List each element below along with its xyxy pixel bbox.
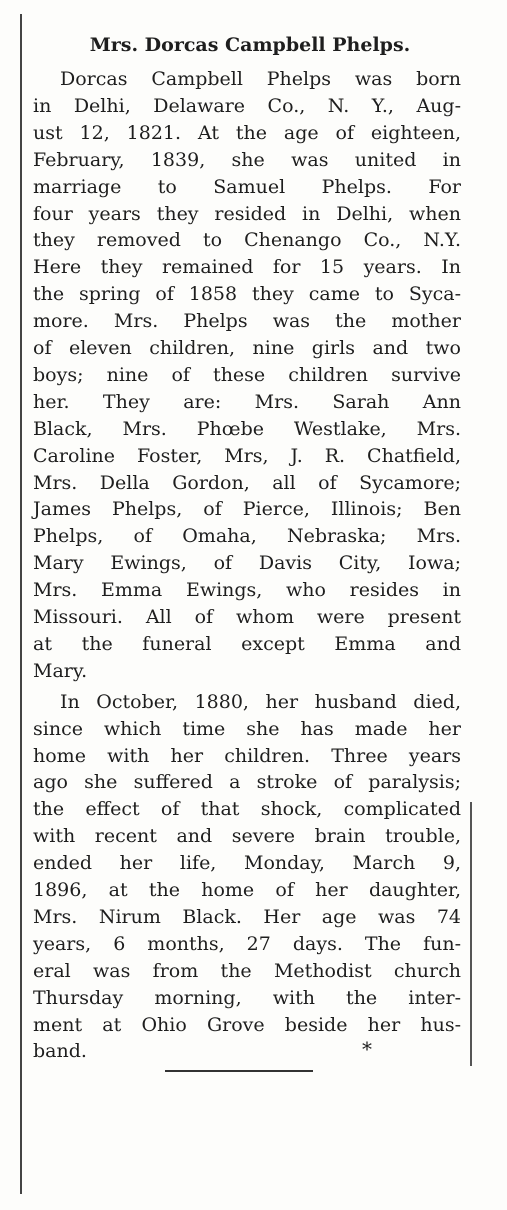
text-line: her. They are: Mrs. Sarah Ann xyxy=(33,390,461,413)
text-line: 1896, at the home of her daughter, xyxy=(33,879,461,901)
text-line: Mary. xyxy=(33,659,88,682)
text-line: Phelps, of Omaha, Nebraska; Mrs. xyxy=(33,525,461,548)
text-line: of eleven children, nine girls and two xyxy=(33,337,461,359)
text-line: boys; nine of these children survive xyxy=(33,363,461,386)
text-line: In October, 1880, her husband died, xyxy=(60,690,461,713)
text-line: the effect of that shock, complicated xyxy=(33,798,461,821)
text-line: Missouri. All of whom were present xyxy=(33,606,461,628)
article-headline: Mrs. Dorcas Campbell Phelps. xyxy=(89,34,411,56)
text-line: Mary Ewings, of Davis City, Iowa; xyxy=(33,552,461,575)
text-line: Caroline Foster, Mrs, J. R. Chatfield, xyxy=(33,444,461,467)
text-line: with recent and severe brain trouble, xyxy=(33,825,461,848)
text-line: Black, Mrs. Phœbe Westlake, Mrs. xyxy=(33,417,461,440)
text-line: ago she suffered a stroke of paralysis; xyxy=(33,771,461,794)
text-line: years, 6 months, 27 days. The fun- xyxy=(33,932,461,955)
text-line: Mrs. Emma Ewings, who resides in xyxy=(33,579,461,602)
text-line: more. Mrs. Phelps was the mother xyxy=(33,310,461,333)
text-line: marriage to Samuel Phelps. For xyxy=(33,175,461,198)
text-line: in Delhi, Delaware Co., N. Y., Aug- xyxy=(33,94,461,117)
column-rule-right xyxy=(470,802,472,1066)
text-line: ended her life, Monday, March 9, xyxy=(33,852,461,875)
text-line: four years they resided in Delhi, when xyxy=(33,202,461,225)
text-line: band. xyxy=(33,1040,87,1063)
text-line: ment at Ohio Grove beside her hus- xyxy=(33,1013,461,1036)
text-line: Dorcas Campbell Phelps was born xyxy=(60,68,461,90)
text-line: Mrs. Della Gordon, all of Sycamore; xyxy=(33,471,461,494)
text-line: at the funeral except Emma and xyxy=(33,632,461,655)
text-line: February, 1839, she was united in xyxy=(33,148,461,171)
text-line: eral was from the Methodist church xyxy=(33,959,461,982)
text-line: James Phelps, of Pierce, Illinois; Ben xyxy=(33,498,461,521)
column-rule-left xyxy=(20,14,22,1194)
text-line: since which time she has made her xyxy=(33,717,461,740)
text-line: Here they remained for 15 years. In xyxy=(33,256,461,279)
text-line: they removed to Chenango Co., N.Y. xyxy=(33,229,461,252)
text-line: Mrs. Nirum Black. Her age was 74 xyxy=(33,905,461,928)
text-line: ust 12, 1821. At the age of eighteen, xyxy=(33,121,461,144)
text-line: home with her children. Three years xyxy=(33,744,461,767)
end-rule xyxy=(165,1070,313,1072)
end-asterisk: * xyxy=(362,1037,372,1062)
text-line: the spring of 1858 they came to Syca- xyxy=(33,283,461,306)
text-line: Thursday morning, with the inter- xyxy=(33,986,461,1009)
